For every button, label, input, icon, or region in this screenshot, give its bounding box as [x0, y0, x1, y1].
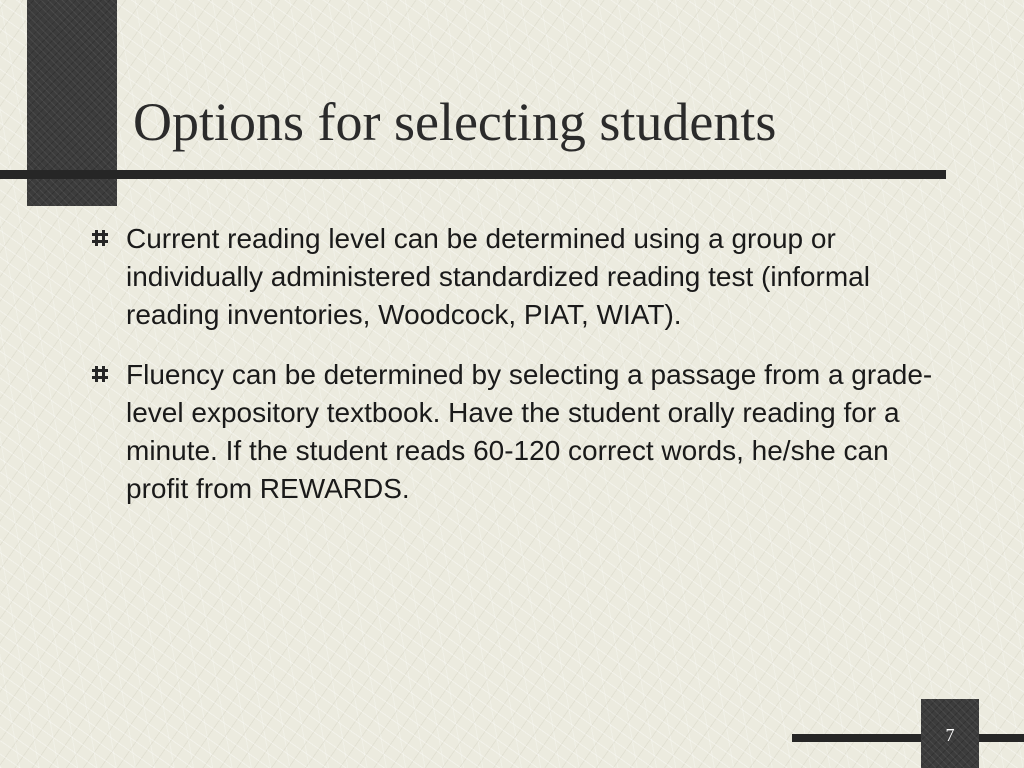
title-divider-rule: [0, 170, 946, 179]
hash-bullet-icon: [92, 230, 108, 246]
bullet-list: [88, 220, 948, 530]
bullet-item: [88, 356, 948, 508]
slide-title: Options for selecting students: [133, 92, 777, 152]
footer-divider-rule: [792, 734, 1024, 742]
bullet-text: Fluency can be determined by selecting a passage from a grade-level expository textbook. Have the student orally reading for a minute. If the student reads 60-120 correct words, he/she can profit from REWARDS.: [126, 359, 933, 504]
page-number-box: [921, 699, 979, 768]
bullet-text: Current reading level can be determined using a group or individually administered standardized reading test (informal reading inventories, Woodcock, PIAT, WIAT).: [126, 223, 870, 330]
bullet-item: [88, 220, 948, 334]
hash-bullet-icon: [92, 366, 108, 382]
page-number: 7: [945, 725, 955, 745]
